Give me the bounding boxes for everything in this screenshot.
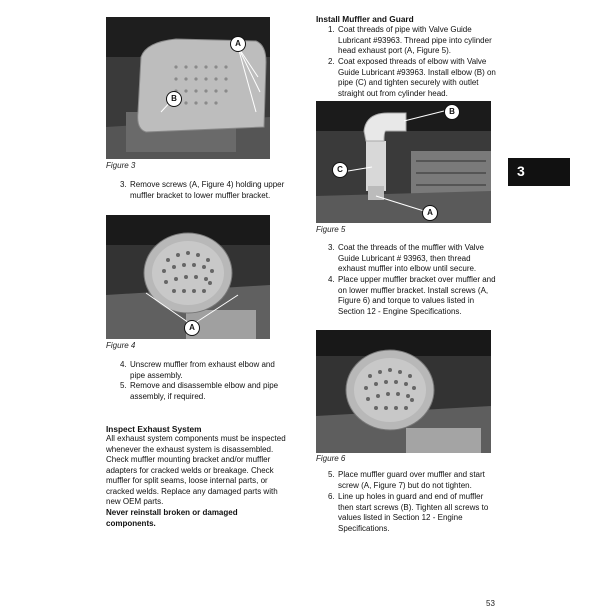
step-number: 3. (120, 180, 127, 189)
install-muffler-heading: Install Muffler and Guard (316, 14, 414, 24)
callout-c-fig5 (332, 162, 348, 178)
step-text: Remove screws (A, Figure 4) holding upper muffler bracket to lower muffler bracket. (130, 180, 285, 200)
callout-a-fig3 (230, 36, 246, 52)
step-number: 6. (328, 492, 335, 501)
step-number: 3. (328, 243, 335, 252)
callout-label: A (427, 208, 433, 217)
callout-label: B (171, 94, 177, 103)
step-number: 1. (328, 25, 335, 34)
callout-a-fig5 (422, 205, 438, 221)
figure-3-photo (106, 17, 270, 159)
step-number: 5. (328, 470, 335, 479)
step-number: 2. (328, 57, 335, 66)
step-text: Coat exposed threads of elbow with Valve Guide Lubricant #93963. Install elbow (B) on pipe (C) and tighten securely with outlet straight out from cylinder head. (338, 57, 496, 98)
figure-4-caption: Figure 4 (106, 341, 136, 350)
step-text: Line up holes in guard and end of muffler then start screws (B). Tighten all screws to values listed in Section 12 - Engine Specifications. (338, 492, 489, 533)
figure-6-caption: Figure 6 (316, 454, 346, 463)
section-tab (508, 158, 570, 186)
inspect-exhaust-body: All exhaust system components must be inspected whenever the exhaust system is disassembled. Check muffler mounting bracket and/or muffler adapters for cracked welds or breakage. Check muffler for split seams, loose internal parts, or cracked welds. Replace any damaged parts with new OEM parts. (106, 434, 286, 506)
step-text: Place upper muffler bracket over muffler and on lower muffler bracket. Install screws (A, Figure 6) and torque to values listed in Section 12 - Engine Specifications. (338, 275, 496, 316)
callout-a-fig4 (184, 320, 200, 336)
step-text: Remove and disassemble elbow and pipe assembly, if required. (130, 381, 279, 401)
step-text: Unscrew muffler from exhaust elbow and pipe assembly. (130, 360, 275, 380)
step-number: 5. (120, 381, 127, 390)
warning-text: Never reinstall broken or damaged components. (106, 508, 238, 528)
callout-b-fig5 (444, 104, 460, 120)
figure-6-photo (316, 330, 491, 453)
inspect-exhaust-heading: Inspect Exhaust System (106, 424, 202, 434)
figure-5-caption: Figure 5 (316, 225, 346, 234)
section-tab-label: 3 (517, 163, 525, 179)
callout-b-fig3 (166, 91, 182, 107)
callout-label: C (337, 165, 343, 174)
step-text: Place muffler guard over muffler and start screw (A, Figure 7) but do not tighten. (338, 470, 485, 490)
step-number: 4. (328, 275, 335, 284)
callout-label: A (189, 323, 195, 332)
figure-3-caption: Figure 3 (106, 161, 136, 170)
step-number: 4. (120, 360, 127, 369)
step-text: Coat the threads of the muffler with Valve Guide Lubricant # 93963, then thread exhaust muffler into elbow until secure. (338, 243, 485, 273)
page-number: 53 (486, 599, 495, 608)
callout-label: B (449, 107, 455, 116)
step-text: Coat threads of pipe with Valve Guide Lubricant #93963. Thread pipe into cylinder head exhaust port (A, Figure 5). (338, 25, 492, 55)
callout-label: A (235, 39, 241, 48)
